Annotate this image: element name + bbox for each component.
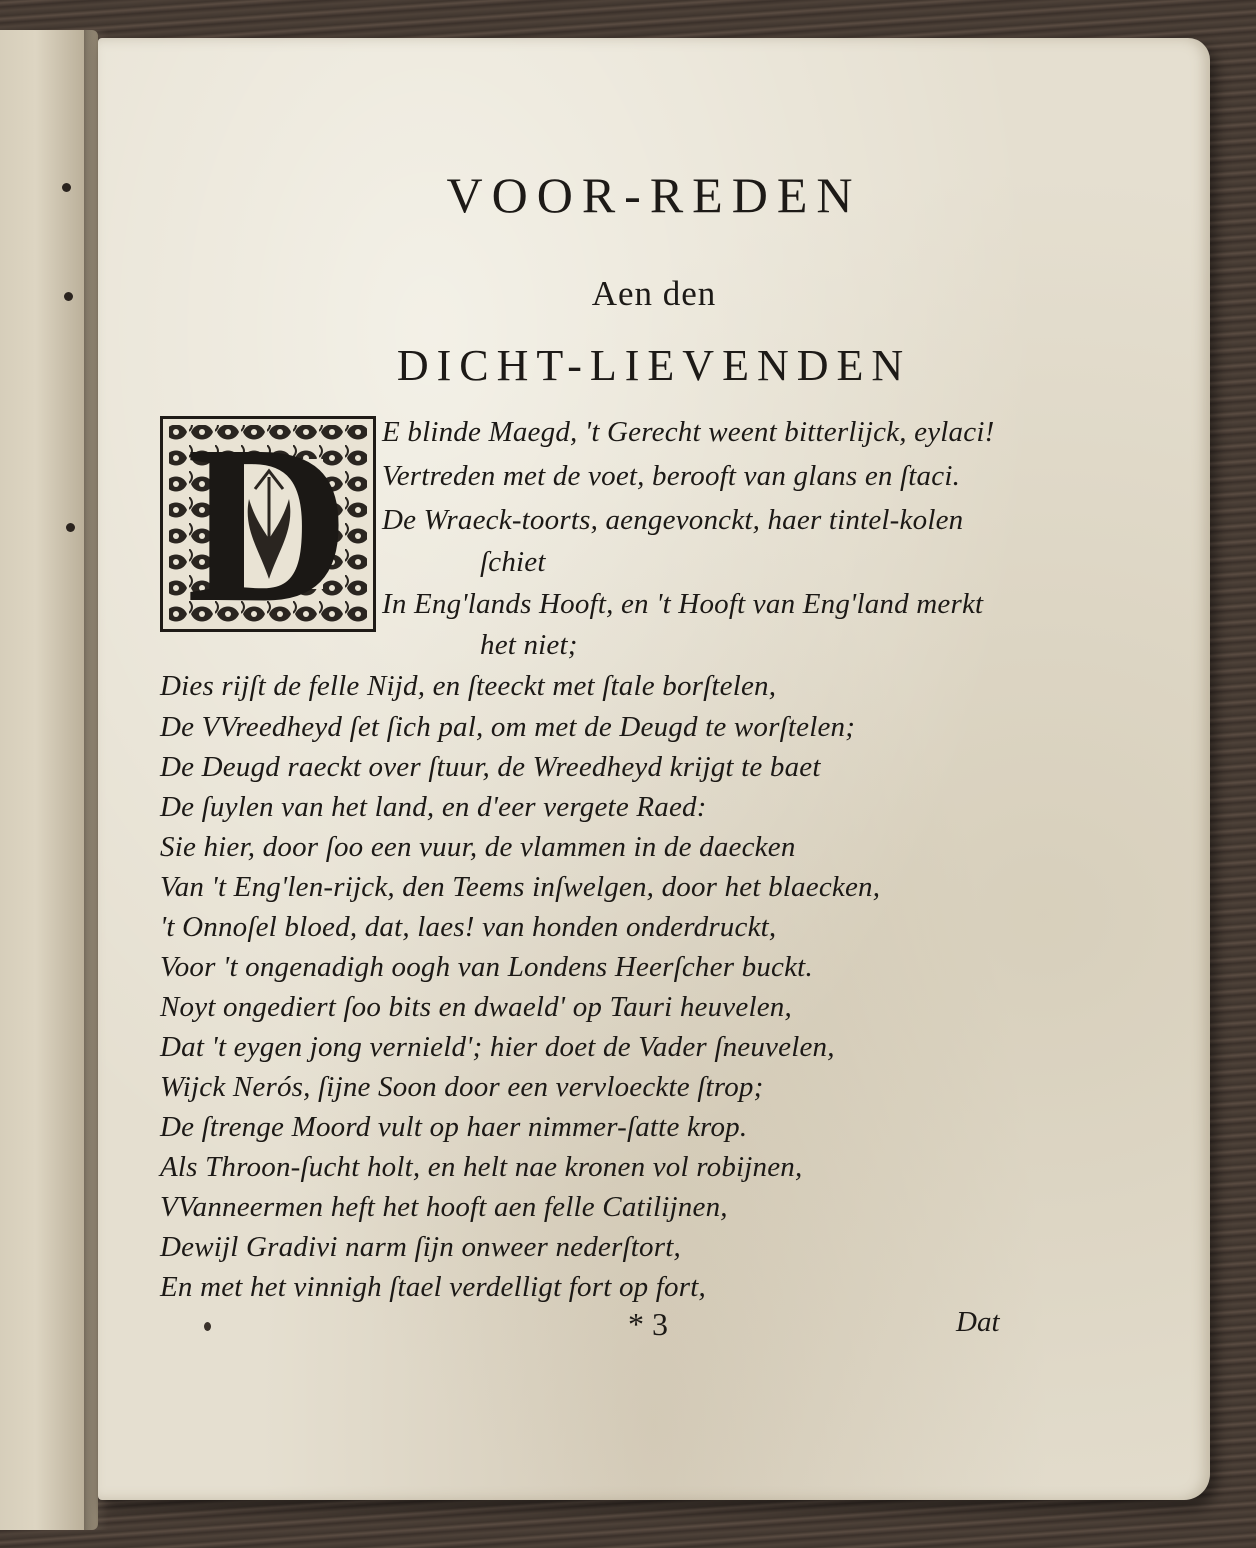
signature-mark: * 3 bbox=[628, 1306, 668, 1342]
stitch-hole bbox=[66, 523, 75, 532]
book-page bbox=[98, 38, 1210, 1500]
stitch-hole bbox=[64, 292, 73, 301]
verse-line: Sie hier, door ſoo een vuur, de vlammen in de daecken bbox=[160, 831, 796, 863]
verse-line: ſchiet bbox=[480, 546, 546, 578]
verse-line: Vertreden met de voet, berooft van glans en ſtaci. bbox=[382, 460, 961, 492]
ornamental-initial bbox=[160, 399, 376, 649]
stitch-hole bbox=[62, 183, 71, 192]
verse-line: De ſuylen van het land, en d'eer vergete Raed: bbox=[160, 791, 707, 823]
verse-line: Van 't Eng'len-rijck, den Teems inſwelgen, door het blaecken, bbox=[160, 871, 881, 903]
verse-line: Wijck Nerós, ſijne Soon door een vervloeckte ſtrop; bbox=[160, 1071, 764, 1103]
verse-line: In Eng'lands Hooft, en 't Hooft van Eng'land merkt bbox=[382, 588, 984, 620]
page-subtitle: Aen den bbox=[591, 274, 717, 313]
verse-line: Dewijl Gradivi narm ſijn onweer nederſtort, bbox=[160, 1231, 681, 1263]
verse-line: De VVreedheyd ſet ſich pal, om met de Deugd te worſtelen; bbox=[160, 711, 856, 743]
verse-line: Dies rijſt de felle Nijd, en ſteeckt met ſtale borſtelen, bbox=[160, 670, 777, 702]
initial-letter: D bbox=[186, 399, 350, 649]
verse-line: Noyt ongediert ſoo bits en dwaeld' op Tauri heuvelen, bbox=[160, 991, 792, 1023]
verse-line: De ſtrenge Moord vult op haer nimmer-ſatte krop. bbox=[160, 1111, 748, 1143]
verse-line: het niet; bbox=[480, 629, 578, 661]
verse-line: En met het vinnigh ſtael verdelligt fort op fort, bbox=[160, 1271, 706, 1303]
verse-line: VVanneermen heft het hooft aen felle Catilijnen, bbox=[160, 1191, 728, 1223]
verse-line: 't Onnoſel bloed, dat, laes! van honden onderdruckt, bbox=[160, 911, 777, 943]
verse-line: De Wraeck-toorts, aengevonckt, haer tintel-kolen bbox=[382, 504, 964, 536]
catchword: Dat bbox=[956, 1306, 1000, 1338]
page-dedicatee: DICHT-LIEVENDEN bbox=[396, 341, 912, 390]
verse-line: Voor 't ongenadigh oogh van Londens Heerſcher buckt. bbox=[160, 951, 813, 983]
verse-line: Dat 't eygen jong vernield'; hier doet de Vader ſneuvelen, bbox=[160, 1031, 835, 1063]
verse-line: E blinde Maegd, 't Gerecht weent bitterlijck, eylaci! bbox=[382, 416, 995, 448]
page-title: VOOR-REDEN bbox=[446, 167, 862, 223]
verse-line: Als Throon-ſucht holt, en helt nae kronen vol robijnen, bbox=[160, 1151, 803, 1183]
verse-line: De Deugd raeckt over ſtuur, de Wreedheyd krijgt te baet bbox=[160, 751, 821, 783]
ink-speck bbox=[204, 1322, 211, 1331]
